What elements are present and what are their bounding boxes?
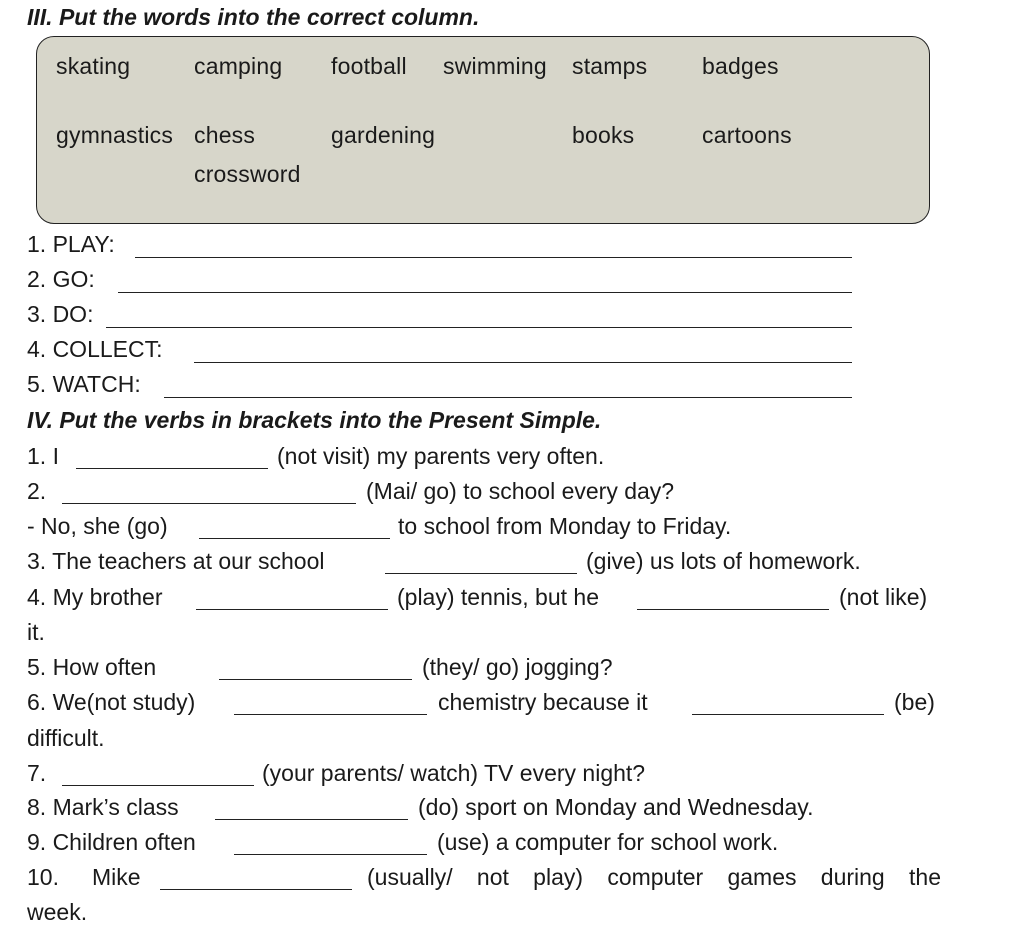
q6-prefix: 6. We(not study) — [27, 689, 196, 715]
q4-middle: (play) tennis, but he — [397, 584, 600, 610]
q6-blank-1[interactable] — [234, 714, 427, 715]
category-watch-blank[interactable] — [164, 397, 852, 398]
q9-blank[interactable] — [234, 854, 427, 855]
category-play-blank[interactable] — [135, 257, 852, 258]
category-play-label: 1. PLAY: — [27, 231, 115, 257]
category-go-label: 2. GO: — [27, 266, 95, 292]
q2-prefix: 2. — [27, 478, 47, 504]
q1-prefix: 1. I — [27, 443, 59, 469]
q3-prefix: 3. The teachers at our school — [27, 548, 325, 574]
q2-hint: (Mai/ go) to school every day? — [366, 478, 675, 504]
q2-blank[interactable] — [62, 503, 356, 504]
q8-hint: (do) sport on Monday and Wednesday. — [418, 794, 814, 820]
section-4-title: IV. Put the verbs in brackets into the Present Simple. — [27, 407, 602, 433]
q10-prefix: 10. — [27, 864, 59, 890]
q4-blank-2[interactable] — [637, 609, 829, 610]
word-bank-item: chess — [194, 122, 256, 148]
q4-wrap: it. — [27, 619, 45, 645]
q9-prefix: 9. Children often — [27, 829, 196, 855]
q3-blank[interactable] — [385, 573, 577, 574]
q10-wrap: week. — [27, 899, 88, 925]
word-bank-item: books — [572, 122, 635, 148]
q7-hint: (your parents/ watch) TV every night? — [262, 760, 646, 786]
category-collect-label: 4. COLLECT: — [27, 336, 163, 362]
q4-end: (not like) — [839, 584, 928, 610]
word-bank-item: swimming — [443, 53, 547, 79]
q4-blank-1[interactable] — [196, 609, 388, 610]
word-bank-item: cartoons — [702, 122, 792, 148]
q2b-prefix: - No, she (go) — [27, 513, 168, 539]
category-collect-blank[interactable] — [194, 362, 852, 363]
section-3-title: III. Put the words into the correct column. — [27, 4, 480, 30]
word-bank-item: skating — [56, 53, 131, 79]
q8-blank[interactable] — [215, 819, 408, 820]
word-bank-item: crossword — [194, 161, 301, 187]
category-do-blank[interactable] — [106, 327, 852, 328]
q10-name: Mike — [92, 864, 141, 890]
category-do-label: 3. DO: — [27, 301, 94, 327]
q6-wrap: difficult. — [27, 725, 105, 751]
q10-hint: (usually/ not play) computer games during the — [367, 864, 941, 890]
word-bank-item: gardening — [331, 122, 436, 148]
q1-blank[interactable] — [76, 468, 268, 469]
q3-hint: (give) us lots of homework. — [586, 548, 861, 574]
category-go-blank[interactable] — [118, 292, 852, 293]
q8-prefix: 8. Mark’s class — [27, 794, 179, 820]
q5-prefix: 5. How often — [27, 654, 157, 680]
q6-end: (be) — [894, 689, 935, 715]
q7-blank[interactable] — [62, 785, 254, 786]
word-bank-item: camping — [194, 53, 283, 79]
word-bank-item: gymnastics — [56, 122, 174, 148]
q4-prefix: 4. My brother — [27, 584, 163, 610]
q6-blank-2[interactable] — [692, 714, 884, 715]
q5-blank[interactable] — [219, 679, 412, 680]
q7-prefix: 7. — [27, 760, 47, 786]
q9-hint: (use) a computer for school work. — [437, 829, 779, 855]
q5-hint: (they/ go) jogging? — [422, 654, 613, 680]
category-watch-label: 5. WATCH: — [27, 371, 141, 397]
q1-hint: (not visit) my parents very often. — [277, 443, 605, 469]
word-bank-item: stamps — [572, 53, 648, 79]
word-bank-item: football — [331, 53, 407, 79]
word-bank-item: badges — [702, 53, 779, 79]
q2b-suffix: to school from Monday to Friday. — [398, 513, 732, 539]
q6-middle: chemistry because it — [438, 689, 648, 715]
q10-blank[interactable] — [160, 889, 352, 890]
q2b-blank[interactable] — [199, 538, 390, 539]
